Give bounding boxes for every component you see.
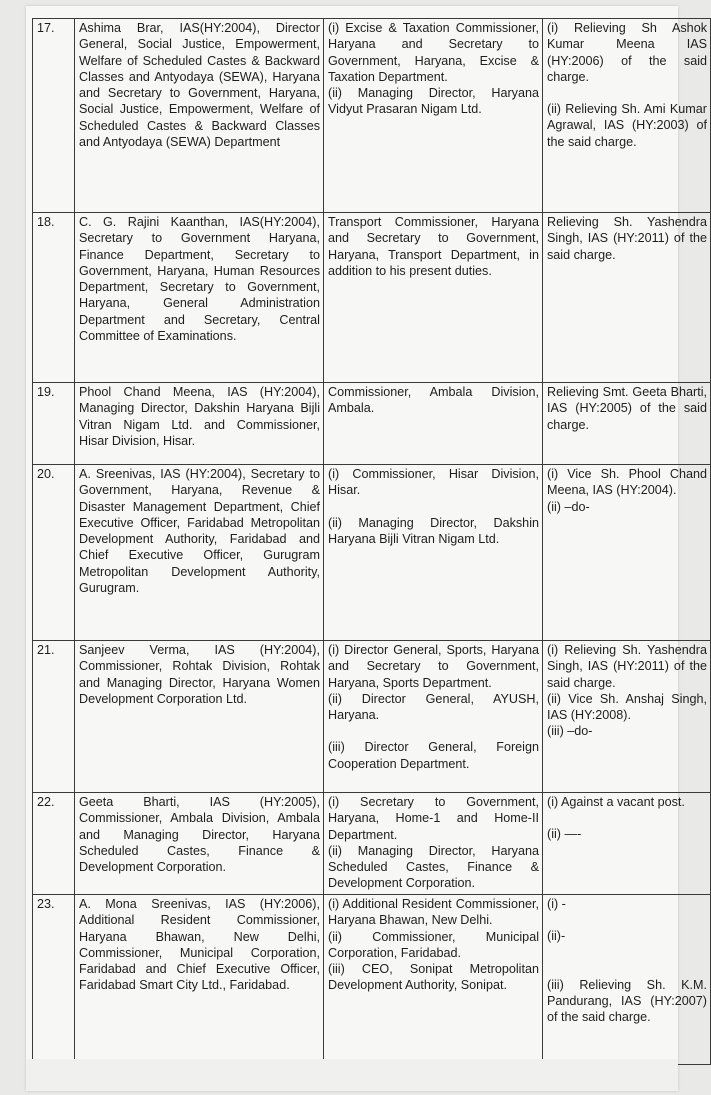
serial-number: 20. xyxy=(33,465,75,641)
page-bottom-margin xyxy=(26,1059,678,1091)
remarks: Relieving Sh. Yashendra Singh, IAS (HY:2011) of the said charge. xyxy=(543,213,711,383)
serial-number: 19. xyxy=(33,383,75,465)
serial-number: 23. xyxy=(33,895,75,1065)
new-posting: (i) Additional Resident Commissioner, Haryana Bhawan, New Delhi. (ii) Commissioner, Municipal Corporation, Faridabad. (iii) CEO, Sonipat Metropolitan Development Authority, Sonipat. xyxy=(324,895,543,1065)
document-page xyxy=(26,6,707,1091)
officer-details: A. Mona Sreenivas, IAS (HY:2006), Additional Resident Commissioner, Haryana Bhawan, New Delhi, Commissioner, Municipal Corporation, Faridabad and Chief Executive Officer, Faridabad Smart City Ltd., Faridabad. xyxy=(75,895,324,1065)
serial-number: 22. xyxy=(33,793,75,895)
officer-details: C. G. Rajini Kaanthan, IAS(HY:2004), Secretary to Government Haryana, Finance Department, Secretary to Government, Haryana, Human Resources Department, Secretary to Government, Haryana, General Administration Department and Secretary, Central Committee of Examinations. xyxy=(75,213,324,383)
table-row xyxy=(33,213,711,383)
officer-details: A. Sreenivas, IAS (HY:2004), Secretary to Government, Haryana, Revenue & Disaster Management Department, Chief Executive Officer, Faridabad Metropolitan Development Authority, Faridabad and Chief Executive Officer, Gurugram Metropolitan Development Authority, Gurugram. xyxy=(75,465,324,641)
table-row xyxy=(33,895,711,1065)
remarks: (i) Vice Sh. Phool Chand Meena, IAS (HY:2004). (ii) –do- xyxy=(543,465,711,641)
remarks: (i) Against a vacant post. (ii) —- xyxy=(543,793,711,895)
remarks: (i) - (ii)- (iii) Relieving Sh. K.M. Pandurang, IAS (HY:2007) of the said charge. xyxy=(543,895,711,1065)
table-row xyxy=(33,19,711,213)
new-posting: (i) Director General, Sports, Haryana and Secretary to Government, Haryana, Sports Department. (ii) Director General, AYUSH, Haryana. (iii) Director General, Foreign Cooperation Department. xyxy=(324,641,543,793)
remarks: (i) Relieving Sh. Yashendra Singh, IAS (HY:2011) of the said charge. (ii) Vice Sh. Anshaj Singh, IAS (HY:2008). (iii) –do- xyxy=(543,641,711,793)
serial-number: 17. xyxy=(33,19,75,213)
remarks: Relieving Smt. Geeta Bharti, IAS (HY:2005) of the said charge. xyxy=(543,383,711,465)
new-posting: Commissioner, Ambala Division, Ambala. xyxy=(324,383,543,465)
officer-details: Sanjeev Verma, IAS (HY:2004), Commissioner, Rohtak Division, Rohtak and Managing Director, Haryana Women Development Corporation Ltd. xyxy=(75,641,324,793)
table-row xyxy=(33,793,711,895)
posting-orders-table xyxy=(32,18,711,1065)
new-posting: Transport Commissioner, Haryana and Secretary to Government, Haryana, Transport Department, in addition to his present duties. xyxy=(324,213,543,383)
serial-number: 21. xyxy=(33,641,75,793)
table-row xyxy=(33,641,711,793)
new-posting: (i) Commissioner, Hisar Division, Hisar. (ii) Managing Director, Dakshin Haryana Bijli Vitran Nigam Ltd. xyxy=(324,465,543,641)
officer-details: Ashima Brar, IAS(HY:2004), Director General, Social Justice, Empowerment, Welfare of Scheduled Castes & Backward Classes and Antyodaya (SEWA), Haryana and Secretary to Government, Haryana, Social Justice, Empowerment, Welfare of Scheduled Castes & Backward Classes and Antyodaya (SEWA) Department xyxy=(75,19,324,213)
serial-number: 18. xyxy=(33,213,75,383)
new-posting: (i) Excise & Taxation Commissioner, Haryana and Secretary to Government, Haryana, Excise & Taxation Department. (ii) Managing Director, Haryana Vidyut Prasaran Nigam Ltd. xyxy=(324,19,543,213)
table-row xyxy=(33,465,711,641)
officer-details: Geeta Bharti, IAS (HY:2005), Commissioner, Ambala Division, Ambala and Managing Director, Haryana Scheduled Castes, Finance & Development Corporation. xyxy=(75,793,324,895)
table-row xyxy=(33,383,711,465)
officer-details: Phool Chand Meena, IAS (HY:2004), Managing Director, Dakshin Haryana Bijli Vitran Nigam Ltd. and Commissioner, Hisar Division, Hisar. xyxy=(75,383,324,465)
remarks: (i) Relieving Sh Ashok Kumar Meena IAS (HY:2006) of the said charge. (ii) Relieving Sh. Ami Kumar Agrawal, IAS (HY:2003) of the said charge. xyxy=(543,19,711,213)
new-posting: (i) Secretary to Government, Haryana, Home-1 and Home-II Department. (ii) Managing Director, Haryana Scheduled Castes, Finance & Development Corporation. xyxy=(324,793,543,895)
